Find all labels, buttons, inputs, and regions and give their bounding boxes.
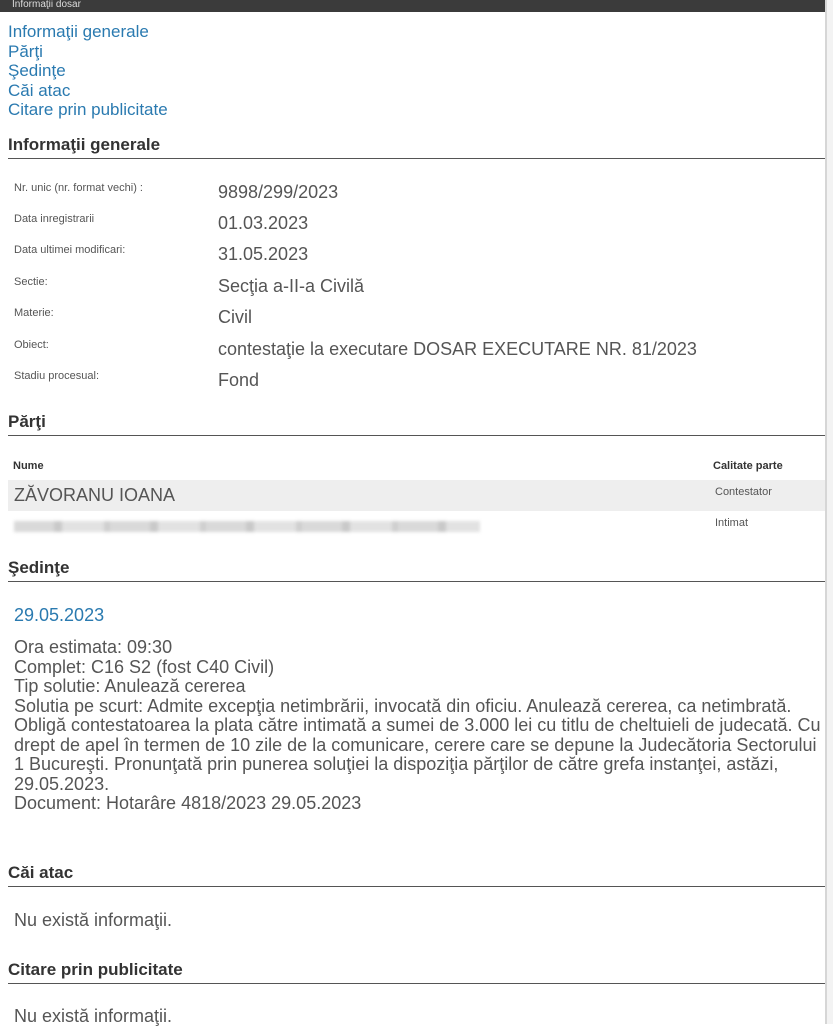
redacted-party-name bbox=[14, 521, 480, 532]
party-role: Contestator bbox=[715, 486, 772, 498]
scrollbar-edge bbox=[825, 0, 827, 1024]
general-section-title: Informaţii generale bbox=[8, 135, 825, 159]
hearing-panel: Complet: C16 S2 (fost C40 Civil) bbox=[14, 656, 275, 677]
info-row-case-number bbox=[14, 182, 814, 210]
info-value: 31.05.2023 bbox=[218, 244, 309, 264]
info-label: Data ultimei modificari: bbox=[14, 244, 126, 256]
nav-link-appeals[interactable]: Căi atac bbox=[8, 80, 71, 100]
party-name: ZĂVORANU IOANA bbox=[14, 485, 176, 505]
info-label: Nr. unic (nr. format vechi) : bbox=[14, 182, 143, 194]
info-row-last-modified bbox=[14, 244, 814, 272]
hearing-solution-type: Tip solutie: Anulează cererea bbox=[14, 676, 246, 696]
parties-col-name: Nume bbox=[13, 460, 44, 472]
info-value: 9898/299/2023 bbox=[218, 182, 339, 202]
hearing-solution-summary: Solutia pe scurt: Admite excepţia netimbrării, invocată din oficiu. Anulează cererea, ca netimbrată. Obligă contestatoarea la plata către intimată a sumei de 3.000 lei cu titlu de cheltuieli de judecată. Cu drept de apel în termen de 10 zile de la comunicare, cerere care se depune la Judecătoria Sectorului 1 Bucureşti. Pronunţată prin punerea soluţiei la dispoziţia părţilor de către grefa instanţei, astăzi, 29.05.2023. bbox=[14, 695, 821, 794]
citation-section-title: Citare prin publicitate bbox=[8, 960, 825, 984]
party-row bbox=[8, 511, 825, 542]
hearing-details bbox=[14, 638, 822, 814]
party-row bbox=[8, 480, 825, 511]
info-row-section bbox=[14, 276, 814, 304]
info-value: 01.03.2023 bbox=[218, 213, 309, 233]
info-row-stage bbox=[14, 370, 814, 398]
window-title: Informaţii dosar bbox=[12, 0, 81, 10]
nav-link-hearings[interactable]: Şedinţe bbox=[8, 61, 66, 80]
info-value: Secţia a-II-a Civilă bbox=[218, 276, 365, 296]
info-label: Sectie: bbox=[14, 276, 48, 288]
info-value: Civil bbox=[218, 307, 252, 327]
info-label: Data inregistrarii bbox=[14, 213, 95, 225]
party-role: Intimat bbox=[715, 517, 749, 529]
nav-link-parties[interactable]: Părţi bbox=[8, 41, 43, 61]
parties-section-title: Părţi bbox=[8, 412, 825, 436]
citation-empty-text: Nu există informaţii. bbox=[14, 1006, 173, 1026]
info-value: Fond bbox=[218, 370, 260, 390]
hearing-document: Document: Hotarâre 4818/2023 29.05.2023 bbox=[14, 793, 362, 813]
appeals-section-title: Căi atac bbox=[8, 863, 825, 887]
info-value: contestaţie la executare DOSAR EXECUTARE NR. 81/2023 bbox=[218, 339, 697, 359]
appeals-empty-text: Nu există informaţii. bbox=[14, 910, 173, 930]
hearing-date: 29.05.2023 bbox=[14, 605, 105, 625]
info-row-matter bbox=[14, 307, 814, 335]
info-row-registration-date bbox=[14, 213, 814, 241]
section-nav bbox=[8, 22, 168, 120]
info-row-object bbox=[14, 339, 814, 367]
window-title-bar bbox=[0, 0, 825, 12]
nav-link-general[interactable]: Informaţii generale bbox=[8, 22, 149, 41]
nav-link-citation[interactable]: Citare prin publicitate bbox=[8, 100, 168, 119]
hearing-time: Ora estimata: 09:30 bbox=[14, 637, 173, 657]
parties-col-role: Calitate parte bbox=[713, 460, 783, 472]
hearings-section-title: Şedinţe bbox=[8, 558, 825, 582]
info-label: Obiect: bbox=[14, 339, 49, 351]
info-label: Stadiu procesual: bbox=[14, 370, 99, 382]
info-label: Materie: bbox=[14, 307, 54, 319]
